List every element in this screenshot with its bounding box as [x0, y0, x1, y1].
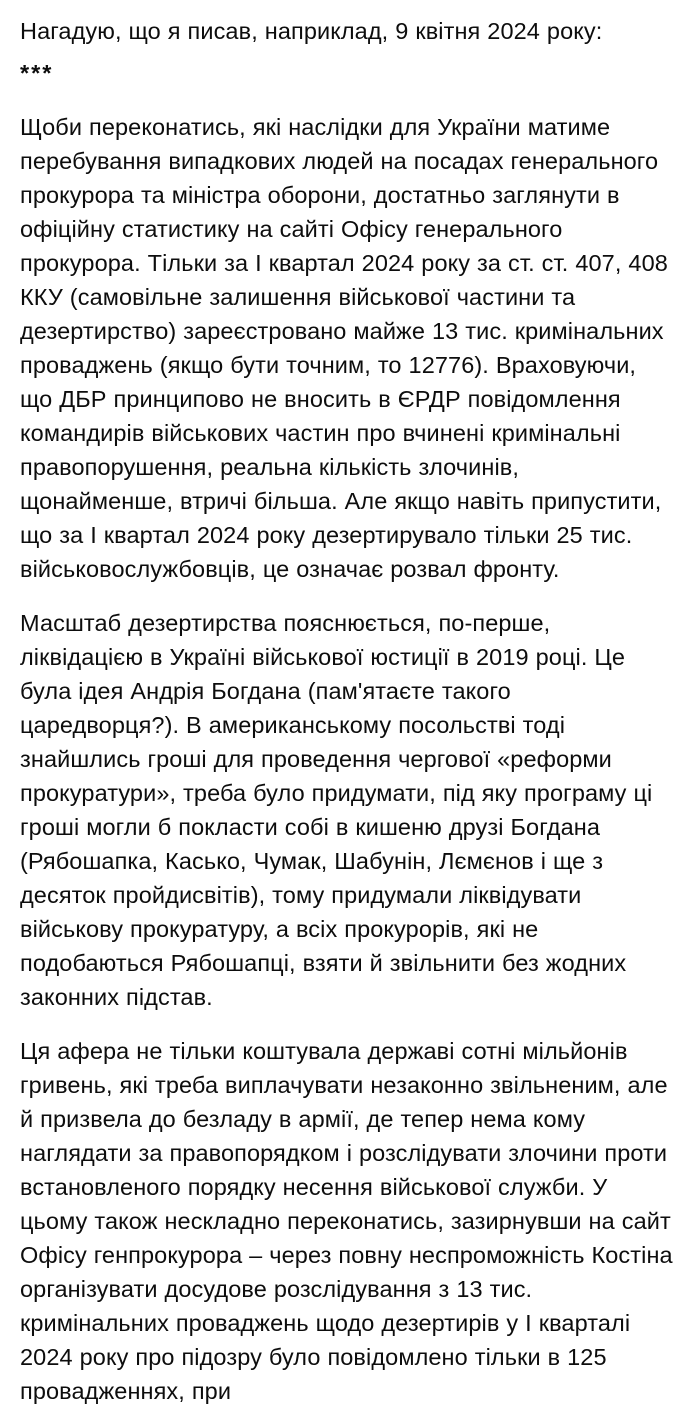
post-paragraph-3: Ця афера не тільки коштувала державі сотні мільйонів гривень, які треба виплачувати незаконно звільненим, але й призвела до безладу в армії, де тепер нема кому наглядати за правопорядком і розслідувати злочини проти встановленого порядку несення військової служби. У цьому також нескладно переконатись, зазирнувши на сайт Офісу генпрокурора – через повну неспроможність Костіна організувати досудове розслідування з 13 тис. кримінальних проваджень щодо дезертирів у I кварталі 2024 року про підозру було повідомлено тільки в 125 провадженнях, при: [20, 1038, 673, 1404]
post-paragraph-1: Щоби переконатись, які наслідки для України матиме перебування випадкових людей на посадах генерального прокурора та міністра оборони, достатньо заглянути в офіційну статистику на сайті Офісу генерального прокурора. Тільки за I квартал 2024 року за ст. ст. 407, 408 ККУ (самовільне залишення військової частини та дезертирство) зареєстровано майже 13 тис. кримінальних проваджень (якщо бути точним, то 12776). Враховуючи, що ДБР принципово не вносить в ЄРДР повідомлення командирів військових частин про вчинені кримінальні правопорушення, реальна кількість злочинів, щонайменше, втричі більша. Але якщо навіть припустити, що за I квартал 2024 року дезертирувало тільки 25 тис. військовослужбовців, це означає розвал фронту.: [20, 114, 668, 582]
post-paragraph-2: Масштаб дезертирства пояснюється, по-перше, ліквідацією в Україні військової юстиції в 2019 році. Це була ідея Андрія Богдана (пам'ятаєте такого царедворця?). В американському посольстві тоді знайшлись гроші для проведення чергової «реформи прокуратури», треба було придумати, під яку програму ці гроші могли б покласти собі в кишеню друзі Богдана (Рябошапка, Касько, Чумак, Шабунін, Лємєнов і ще з десяток пройдисвітів), тому придумали ліквідувати військову прокуратуру, а всіх прокурорів, які не подобаються Рябошапці, взяти й звільнити без жодних законних підстав.: [20, 610, 653, 1010]
post-separator: ***: [20, 60, 54, 86]
post-intro-paragraph: Нагадую, що я писав, наприклад, 9 квітня 2024 року:: [20, 18, 603, 44]
